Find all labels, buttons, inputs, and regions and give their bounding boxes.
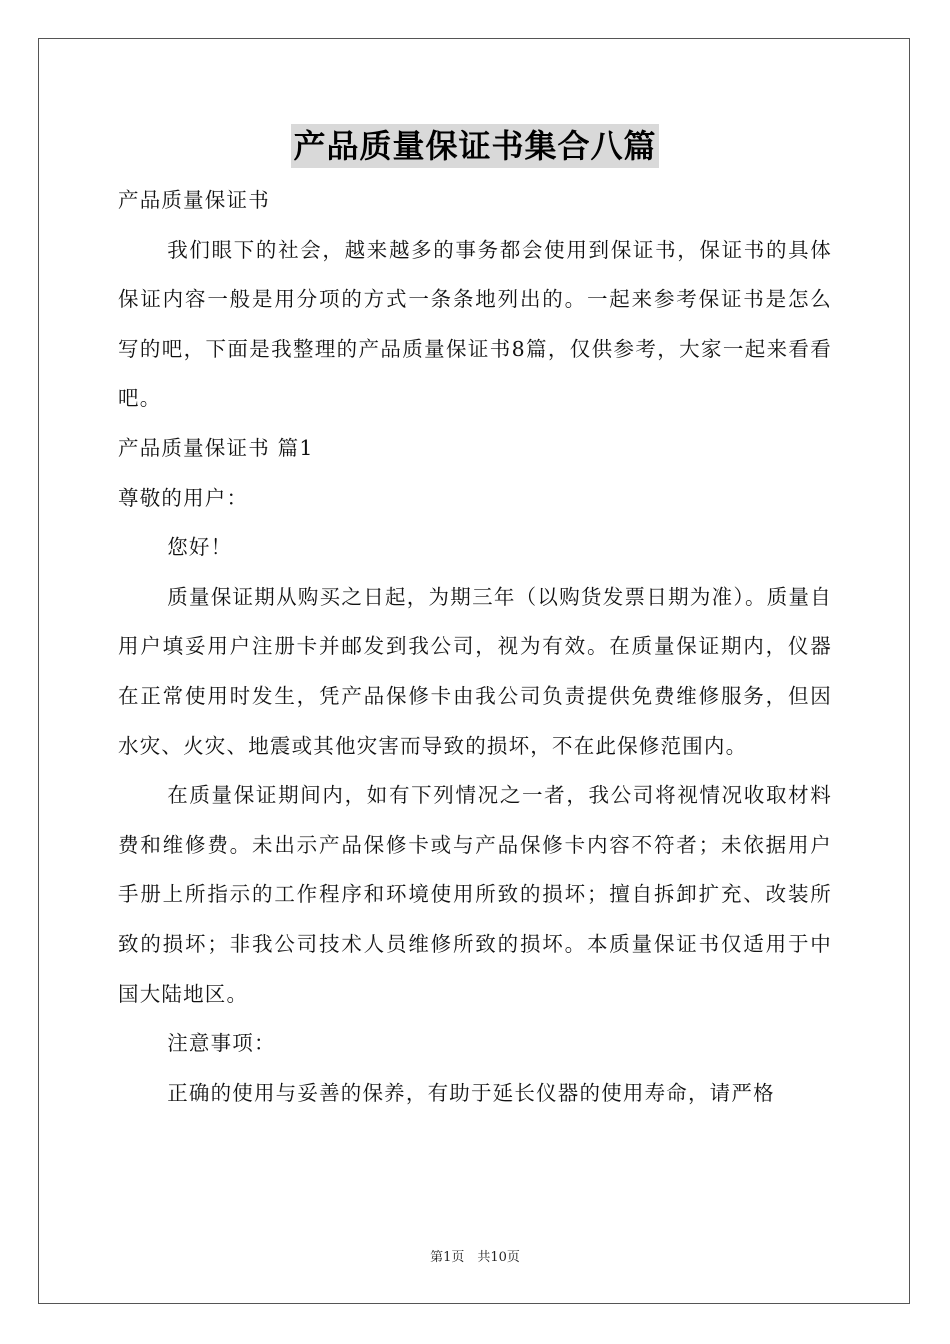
paragraph: 在质量保证期间内，如有下列情况之一者，我公司将视情况收取材料费和维修费。未出示产品保修卡或与产品保修卡内容不符者；未依据用户手册上所指示的工作程序和环境使用所致的损坏；擅自拆卸扩充、改装所致的损坏；非我公司技术人员维修所致的损坏。本质量保证书仅适用于中国大陆地区。 [118, 783, 832, 1006]
page-number: 第1页 共10页 [430, 1250, 520, 1265]
salutation: 尊敬的用户： [118, 485, 249, 510]
paragraph: 质量保证期从购买之日起，为期三年（以购货发票日期为准）。质量自用户填妥用户注册卡并邮发到我公司，视为有效。在质量保证期内，仪器在正常使用时发生，凭产品保修卡由我公司负责提供免费维修服务，但因水灾、火灾、地震或其他灾害而导致的损坏，不在此保修范围内。 [118, 584, 832, 758]
section-heading: 产品质量保证书 篇1 [118, 435, 314, 460]
greeting: 您好！ [167, 535, 233, 560]
document-title: 产品质量保证书集合八篇 [291, 124, 658, 168]
page-footer [0, 1246, 950, 1265]
paragraph: 正确的使用与妥善的保养，有助于延长仪器的使用寿命，请严格 [167, 1080, 775, 1105]
document-body [118, 176, 832, 1118]
notice-heading: 注意事项： [167, 1031, 276, 1056]
paragraph: 产品质量保证书 [118, 188, 270, 212]
paragraph: 我们眼下的社会，越来越多的事务都会使用到保证书，保证书的具体保证内容一般是用分项的方式一条条地列出的。一起来参考保证书是怎么写的吧，下面是我整理的产品质量保证书8篇，仅供参考，大家一起来看看吧。 [118, 237, 832, 411]
title-container [0, 124, 950, 168]
